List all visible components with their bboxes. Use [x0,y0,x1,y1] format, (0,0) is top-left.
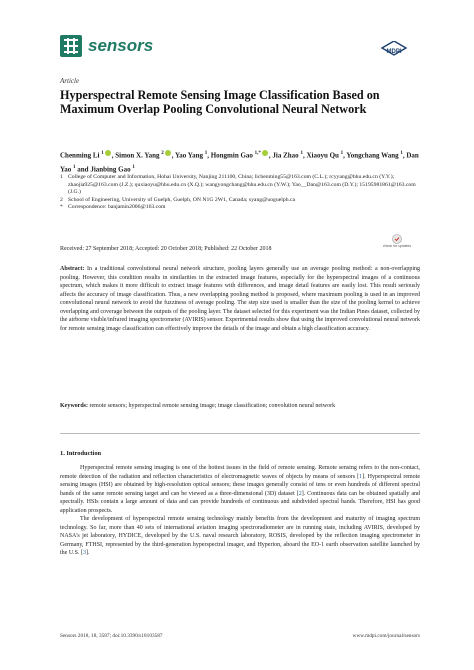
abstract [60,265,420,333]
affiliation-text: School of Engineering, University of Guelph, Guelph, ON N1G 2W1, Canada; syang@uoguelph.ca [68,196,296,203]
check-for-updates-badge[interactable] [382,234,412,250]
affiliation-number: 1 [60,174,63,180]
author-name: Xiaoyu Qu [306,151,341,160]
section-heading: 1. Introduction [60,450,102,457]
author-separator: , [343,151,347,160]
author-affiliation-mark: 1 [340,151,344,156]
author-affiliation-mark: 1,* [254,151,261,156]
paragraph-text: ]. Continuous data can be obtained spatially and spectrally. HSIs contain a large amount of data and can provide hundreds of continuous and subdivided spectral bands. Therefore, HSI has good application prospects. [60,490,420,514]
keywords-text: remote sensors; hyperspectral remote sensing image; image classification; convolution neural network [89,403,336,409]
paragraph-text: Hyperspectral remote sensing imaging is one of the hottest issues in the field of remote sensing. Remote sensing refers to the non-contact, remote detection of the radiation and reflection characteristics of electromagnetic waves of objects by means of sensors [ [60,465,420,480]
footer-citation: Sensors 2018, 18, 3587; doi:10.3390/s18103587 [60,633,163,639]
affiliation-item [60,197,420,205]
author-separator: , [111,151,116,160]
affiliation-item [60,204,420,212]
author-separator: , [268,151,273,160]
section-divider [60,433,420,434]
affiliation-text: Correspondence: banjamin2006@163.com [68,204,166,211]
author-separator: , [171,151,176,160]
author-name: Chenming Li [60,151,102,160]
author-list [60,148,420,176]
paragraph-text: The development of hyperspectral remote sensing technology mainly benefits from the development and maturity of imaging spectrum technology. So far, more than 40 sets of international aviation imaging spectroradiometer are in running state, including AVIRIS, developed by NASA's jet laboratory, HYDICE, developed by the U.S. naval research laboratory, ROSIS, developed by the reflection imaging spectrometer in Germany, FTHSI, represented by the third-generation hyperspectral imager, and Hyperion, aboard the EO-1 earth observation satellite launched by the U.S. [ [60,516,420,556]
footer-journal-url[interactable]: www.mdpi.com/journal/sensors [352,633,420,639]
paper-title: Hyperspectral Remote Sensing Image Classification Based on Maximum Overlap Pooling Convolutional Neural Network [60,88,380,117]
orcid-icon[interactable] [165,150,171,156]
author-name: Jia Zhao [272,151,301,160]
keywords-label: Keywords: [60,403,88,409]
citation-link[interactable]: 1 [359,473,363,480]
author-separator: , [302,151,307,160]
introduction-body [60,464,420,558]
publication-dates: Received: 27 September 2018; Accepted: 20 October 2018; Published: 22 October 2018 [60,246,272,252]
author-name: Dan Yao [60,151,419,174]
author-affiliation-mark: 1 [400,151,403,156]
author-affiliation-mark: 1 [132,164,135,170]
mdpi-logo-icon [379,41,409,59]
intro-paragraph-1 [60,464,420,515]
affiliation-text: College of Computer and Information, Hohai University, Nanjing 211100, China; lichenming55@163.com (C.L.); rcyyang@hhu.edu.cn (Y.Y.); zhaojia925@163.com (J.Z.); quxiaoyu@hhu.edu.cn (X.Q.); wangyongchang@hhu.edu.cn (Y.W.); Yao__Dan@163.com (D.Y.); 15195981861@163.com (J.G.) [68,174,416,196]
abstract-label: Abstract: [60,266,85,272]
affiliation-number: * [60,204,63,211]
orcid-icon[interactable] [105,150,111,156]
author-affiliation-mark: 2 [161,151,164,156]
affiliations [60,174,420,212]
sensors-journal-logo-icon [60,35,82,57]
article-type: Article [60,77,80,85]
keywords [60,402,420,411]
orcid-icon[interactable] [262,150,268,156]
author-name: Yao Yang [175,151,205,160]
author-name: Jianbing Gao [90,165,133,174]
abstract-text: In a traditional convolutional neural network structure, pooling layers generally use an average pooling method: a non-overlapping pooling. However, this condition results in similarities in the extracted image features, especially for the hyperspectral images of a continuous spectrum, which makes it more difficult to extract image features with differences, and image detail features are easily lost. This result seriously affects the accuracy of image classification. Thus, a new overlapping pooling method is proposed, where maximum pooling is used in an improved convolutional neural network to avoid the fuzziness of average pooling. The step size used is smaller than the size of the pooling kernel to achieve overlapping and coverage between the outputs of the pooling layer. The dataset selected for this experiment was the Indian Pines dataset, collected by the airborne visible/infrared imaging spectrometer (AVIRIS) sensor. Experimental results show that using the improved convolutional neural network for remote sensing image classification can effectively improve the details of the image and obtain a high classification accuracy. [60,266,420,332]
author-affiliation-mark: 1 [101,151,104,156]
author-name: Hongmin Gao [210,151,255,160]
author-name: Simon X. Yang [115,151,162,160]
citation-link[interactable]: 2 [298,490,302,497]
page-footer [60,633,420,639]
mdpi-logo-text: MDPI [386,49,402,55]
journal-name: sensors [88,36,154,55]
author-separator: and [75,165,91,174]
author-affiliation-mark: 1 [73,164,76,170]
author-name: Yongchang Wang [346,151,401,160]
paragraph-text: ]. [86,550,90,556]
intro-paragraph-2 [60,515,420,558]
citation-link[interactable]: 3 [83,550,86,556]
author-separator: , [207,151,211,160]
check-updates-label: check for updates [382,244,412,248]
paragraph-text: ]. Hyperspectral remote sensing images (HSI) are obtained by high-resolution optical sensors; these images generally consist of tens or even hundreds of different spectral bands of the same remote sensing target and can be viewed as a three-dimensional (3D) dataset [ [60,473,420,497]
author-affiliation-mark: 1 [204,151,208,156]
author-affiliation-mark: 1 [300,151,303,156]
author-separator: , [402,151,407,160]
affiliation-item [60,174,420,197]
check-updates-icon [392,234,402,244]
affiliation-number: 2 [60,196,63,203]
